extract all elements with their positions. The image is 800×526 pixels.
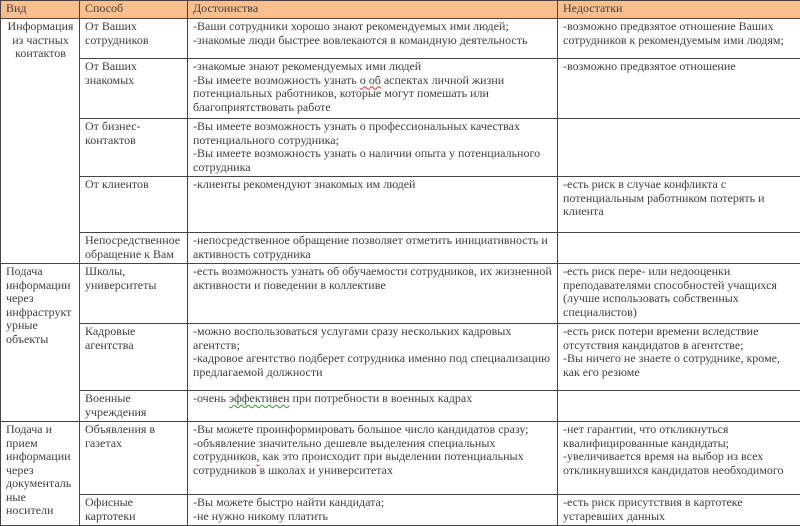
cell-paragraph: -есть риск в случае конфликта с потенциальным работником потерять и клиента [563, 178, 796, 219]
method-cell: От Ваших знакомых [80, 59, 188, 119]
disadvantages-cell [558, 233, 800, 264]
cell-paragraph: -Вы можете проинформировать большое число кандидатов сразу; [193, 423, 553, 437]
advantages-cell [188, 422, 558, 495]
cell-paragraph: -Вы имеете возможность узнать о наличии опыта у потенциального сотрудника [193, 147, 553, 174]
disadvantages-cell [558, 391, 800, 422]
spellcheck-marked-text: о об [360, 73, 381, 87]
text-run: как это происходит при выделении потенциальных сотрудников в школах и университетах [193, 449, 524, 477]
kind-cell: Подача информации через инфраструктурные объекты [1, 264, 80, 422]
column-header-advantages: Достоинства [188, 1, 558, 19]
advantages-cell [188, 324, 558, 391]
text-run: при потребности в военных кадрах [290, 391, 473, 405]
table-row [1, 19, 800, 59]
method-cell: Офисные картотеки [80, 495, 188, 526]
disadvantages-cell [558, 19, 800, 59]
advantages-cell [188, 233, 558, 264]
cell-paragraph: -можно воспользоваться услугами сразу нескольких кадровых агентств; [193, 325, 553, 352]
disadvantages-cell [558, 422, 800, 495]
advantages-cell [188, 177, 558, 233]
cell-paragraph: -возможно предвзятое отношение Ваших сотрудников к рекомендуемым ими людям; [563, 20, 796, 47]
method-cell: Объявления в газетах [80, 422, 188, 495]
spellcheck-marked-text: эффективен [229, 391, 290, 405]
cell-paragraph: -нет гарантии, что откликнуться квалифицированные кандидаты; [563, 423, 796, 450]
disadvantages-cell [558, 59, 800, 119]
advantages-cell [188, 19, 558, 59]
cell-paragraph: -возможно предвзятое отношение [563, 60, 796, 74]
method-cell: Непосредственное обращение к Вам [80, 233, 188, 264]
text-run: -очень [193, 391, 229, 405]
table-row [1, 177, 800, 233]
disadvantages-cell [558, 495, 800, 526]
column-header-method: Способ [80, 1, 188, 19]
cell-paragraph: -Вы можете быстро найти кандидата; [193, 496, 553, 510]
text-run: -Вы имеете возможность узнать [193, 73, 360, 87]
table-row [1, 59, 800, 119]
column-header-kind: Вид [1, 1, 80, 19]
advantages-cell [188, 59, 558, 119]
cell-paragraph: -Вы имеете возможность узнать о профессиональных качествах потенциального сотрудника; [193, 120, 553, 147]
cell-paragraph: -не нужно никому платить [193, 510, 553, 524]
table-row [1, 324, 800, 391]
cell-paragraph [193, 74, 553, 115]
cell-paragraph: -кадровое агентство подберет сотрудника именно под специализацию предлагаемой должности [193, 352, 553, 379]
method-cell: Военные учреждения [80, 391, 188, 422]
cell-paragraph: -есть риск потери времени вследствие отсутствия кандидатов в агентстве; [563, 325, 796, 352]
cell-paragraph: -знакомые люди быстрее вовлекаются в командную деятельность [193, 34, 553, 48]
advantages-cell [188, 264, 558, 324]
method-cell: От бизнес-контактов [80, 119, 188, 177]
cell-paragraph: -клиенты рекомендуют знакомых им людей [193, 178, 553, 192]
text-run: аспектах личной жизни потенциальных работников, которые могут помешать или благоприятствовать работе [193, 73, 504, 114]
table-row [1, 233, 800, 264]
cell-paragraph: -непосредственное обращение позволяет отметить инициативность и активность сотрудника [193, 234, 553, 261]
cell-paragraph: -Вы ничего не знаете о сотруднике, кроме, как его резюме [563, 352, 796, 379]
disadvantages-cell [558, 119, 800, 177]
table-row [1, 422, 800, 495]
kind-cell: Информация из частных контактов [1, 19, 80, 264]
method-cell: От клиентов [80, 177, 188, 233]
disadvantages-cell [558, 264, 800, 324]
disadvantages-cell [558, 177, 800, 233]
method-cell: Школы, университеты [80, 264, 188, 324]
cell-paragraph: -знакомые знают рекомендуемых ими людей [193, 60, 553, 74]
advantages-cell [188, 495, 558, 526]
method-cell: От Ваших сотрудников [80, 19, 188, 59]
kind-cell: Подача и прием информации через документальные носители [1, 422, 80, 526]
text-run: -объявление значительно дешевле выделения специальных сотрудников [193, 436, 495, 464]
disadvantages-cell [558, 324, 800, 391]
column-header-disadvantages: Недостатки [558, 1, 800, 19]
table-row [1, 495, 800, 526]
table-row [1, 391, 800, 422]
cell-paragraph: -есть возможность узнать об обучаемости сотрудников, их жизненной активности и поведении в коллективе [193, 265, 553, 292]
cell-paragraph: -увеличивается время на выбор из всех откликнувшихся кандидатов необходимого [563, 450, 796, 477]
cell-paragraph [193, 392, 553, 406]
advantages-cell [188, 119, 558, 177]
cell-paragraph: -есть риск пере- или недооценки преподавателями способностей учащихся (лучше использовать собственных специалистов) [563, 265, 796, 319]
table-row [1, 119, 800, 177]
cell-paragraph: -Ваши сотрудники хорошо знают рекомендуемых ими людей; [193, 20, 553, 34]
table-row [1, 264, 800, 324]
cell-paragraph [193, 437, 553, 478]
spellcheck-marked-text: , [256, 449, 259, 463]
cell-paragraph: -есть риск присутствия в картотеке устаревших данных [563, 496, 796, 523]
advantages-cell [188, 391, 558, 422]
table-header-row [1, 1, 800, 19]
method-cell: Кадровые агентства [80, 324, 188, 391]
table-body [1, 19, 800, 526]
